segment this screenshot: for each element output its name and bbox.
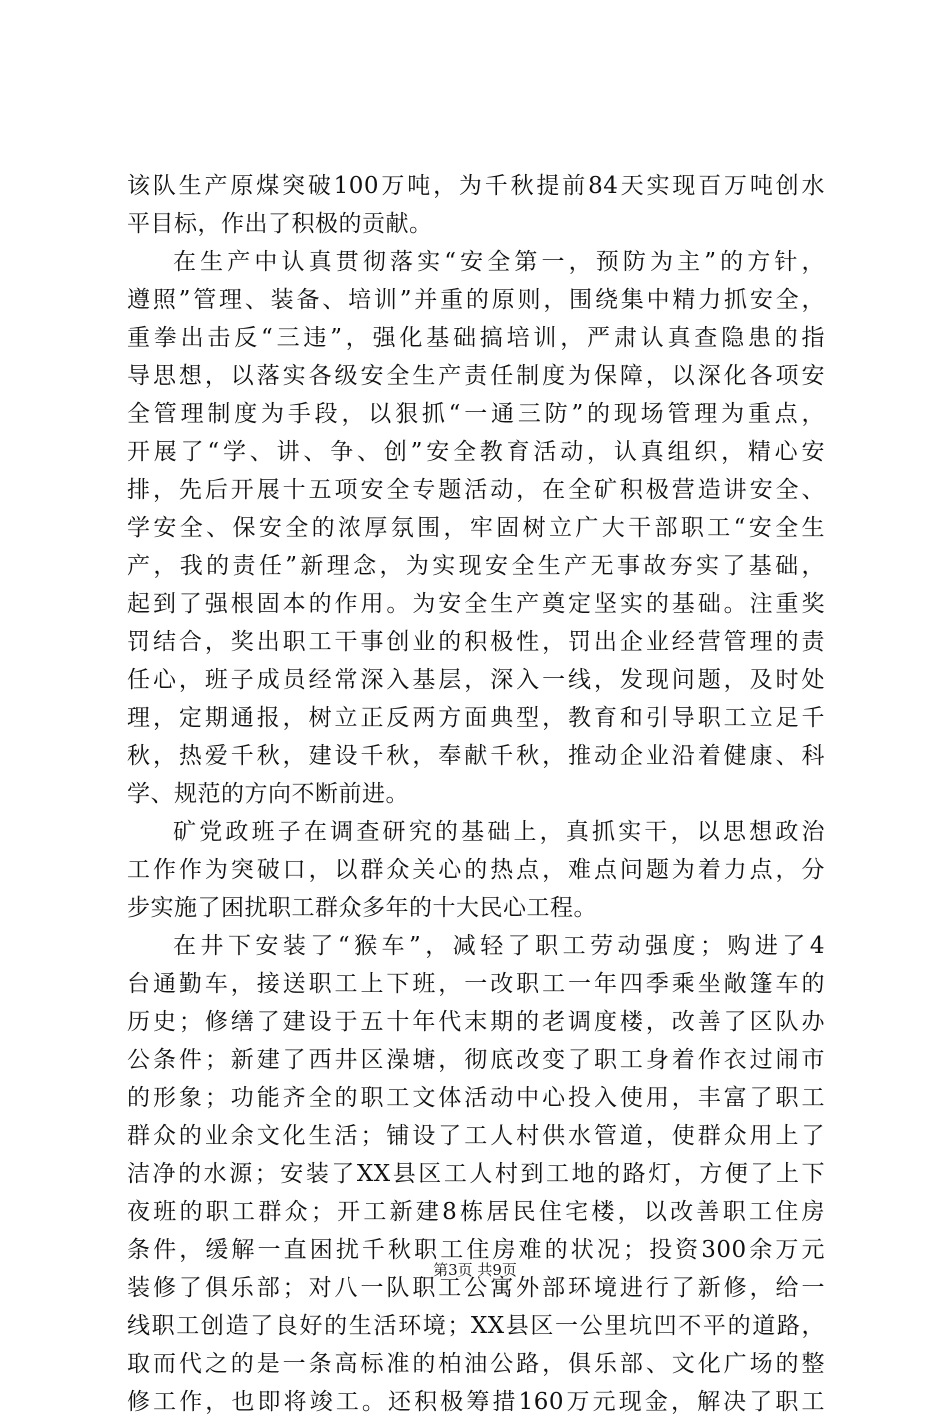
- text-line: 在生产中认真贯彻落实“安全第一，预防为主”的方针，: [173, 249, 825, 275]
- text-line: 群众的业余文化生活；铺设了工人村供水管道，使群众用上了: [127, 1123, 825, 1149]
- text-line: 洁净的水源；安装了XX县区工人村到工地的路灯，方便了上下: [127, 1161, 825, 1187]
- text-line: 开展了“学、讲、争、创”安全教育活动，认真组织，精心安: [127, 439, 825, 465]
- text-line: 重拳出击反“三违”，强化基础搞培训，严肃认真查隐患的指: [127, 325, 825, 351]
- text-line: 装修了俱乐部；对八一队职工公寓外部环境进行了新修，给一: [127, 1275, 825, 1301]
- text-line: 罚结合，奖出职工干事创业的积极性，罚出企业经营管理的责: [127, 629, 825, 655]
- text-line: 条件，缓解一直困扰千秋职工住房难的状况；投资300余万元: [127, 1237, 825, 1263]
- document-body: [127, 167, 825, 1421]
- page-number-label: 第3页 共9页: [433, 1261, 517, 1279]
- text-line: 平目标，作出了积极的贡献。: [127, 211, 433, 237]
- text-line: 全管理制度为手段，以狠抓“一通三防”的现场管理为重点，: [127, 401, 825, 427]
- text-line: 起到了强根固本的作用。为安全生产奠定坚实的基础。注重奖: [127, 591, 825, 617]
- text-line: 步实施了困扰职工群众多年的十大民心工程。: [127, 895, 597, 921]
- text-line: 学安全、保安全的浓厚氛围，牢固树立广大干部职工“安全生: [127, 515, 825, 541]
- text-line: 秋，热爱千秋，建设千秋，奉献千秋，推动企业沿着健康、科: [127, 743, 825, 769]
- text-line: 理，定期通报，树立正反两方面典型，教育和引导职工立足千: [127, 705, 825, 731]
- text-line: 公条件；新建了西井区澡塘，彻底改变了职工身着作衣过闹市: [127, 1047, 825, 1073]
- text-line: 矿党政班子在调查研究的基础上，真抓实干，以思想政治: [173, 819, 825, 845]
- text-line: 修工作，也即将竣工。还积极筹措160万元现金，解决了职工: [127, 1389, 825, 1415]
- text-line: 任心，班子成员经常深入基层，深入一线，发现问题，及时处: [127, 667, 825, 693]
- text-line: 线职工创造了良好的生活环境；XX县区一公里坑凹不平的道路，: [127, 1313, 825, 1339]
- text-line: 夜班的职工群众；开工新建8栋居民住宅楼，以改善职工住房: [127, 1199, 825, 1225]
- text-line: 学、规范的方向不断前进。: [127, 781, 409, 807]
- text-line: 该队生产原煤突破100万吨，为千秋提前84天实现百万吨创水: [127, 173, 825, 199]
- text-line: 取而代之的是一条高标准的柏油公路，俱乐部、文化广场的整: [127, 1351, 825, 1377]
- text-line: 导思想，以落实各级安全生产责任制度为保障，以深化各项安: [127, 363, 825, 389]
- text-line: 产，我的责任”新理念，为实现安全生产无事故夯实了基础，: [127, 553, 825, 579]
- text-line: 排，先后开展十五项安全专题活动，在全矿积极营造讲安全、: [127, 477, 825, 503]
- text-line: 台通勤车，接送职工上下班，一改职工一年四季乘坐敞篷车的: [127, 971, 825, 997]
- text-line: 工作作为突破口，以群众关心的热点，难点问题为着力点，分: [127, 857, 825, 883]
- text-line: 历史；修缮了建设于五十年代末期的老调度楼，改善了区队办: [127, 1009, 825, 1035]
- page-footer: [0, 1260, 950, 1280]
- text-line: 遵照”管理、装备、培训”并重的原则，围绕集中精力抓安全，: [127, 287, 825, 313]
- text-line: 的形象；功能齐全的职工文体活动中心投入使用，丰富了职工: [127, 1085, 825, 1111]
- text-line: 在井下安装了“猴车”，减轻了职工劳动强度；购进了4: [173, 933, 825, 959]
